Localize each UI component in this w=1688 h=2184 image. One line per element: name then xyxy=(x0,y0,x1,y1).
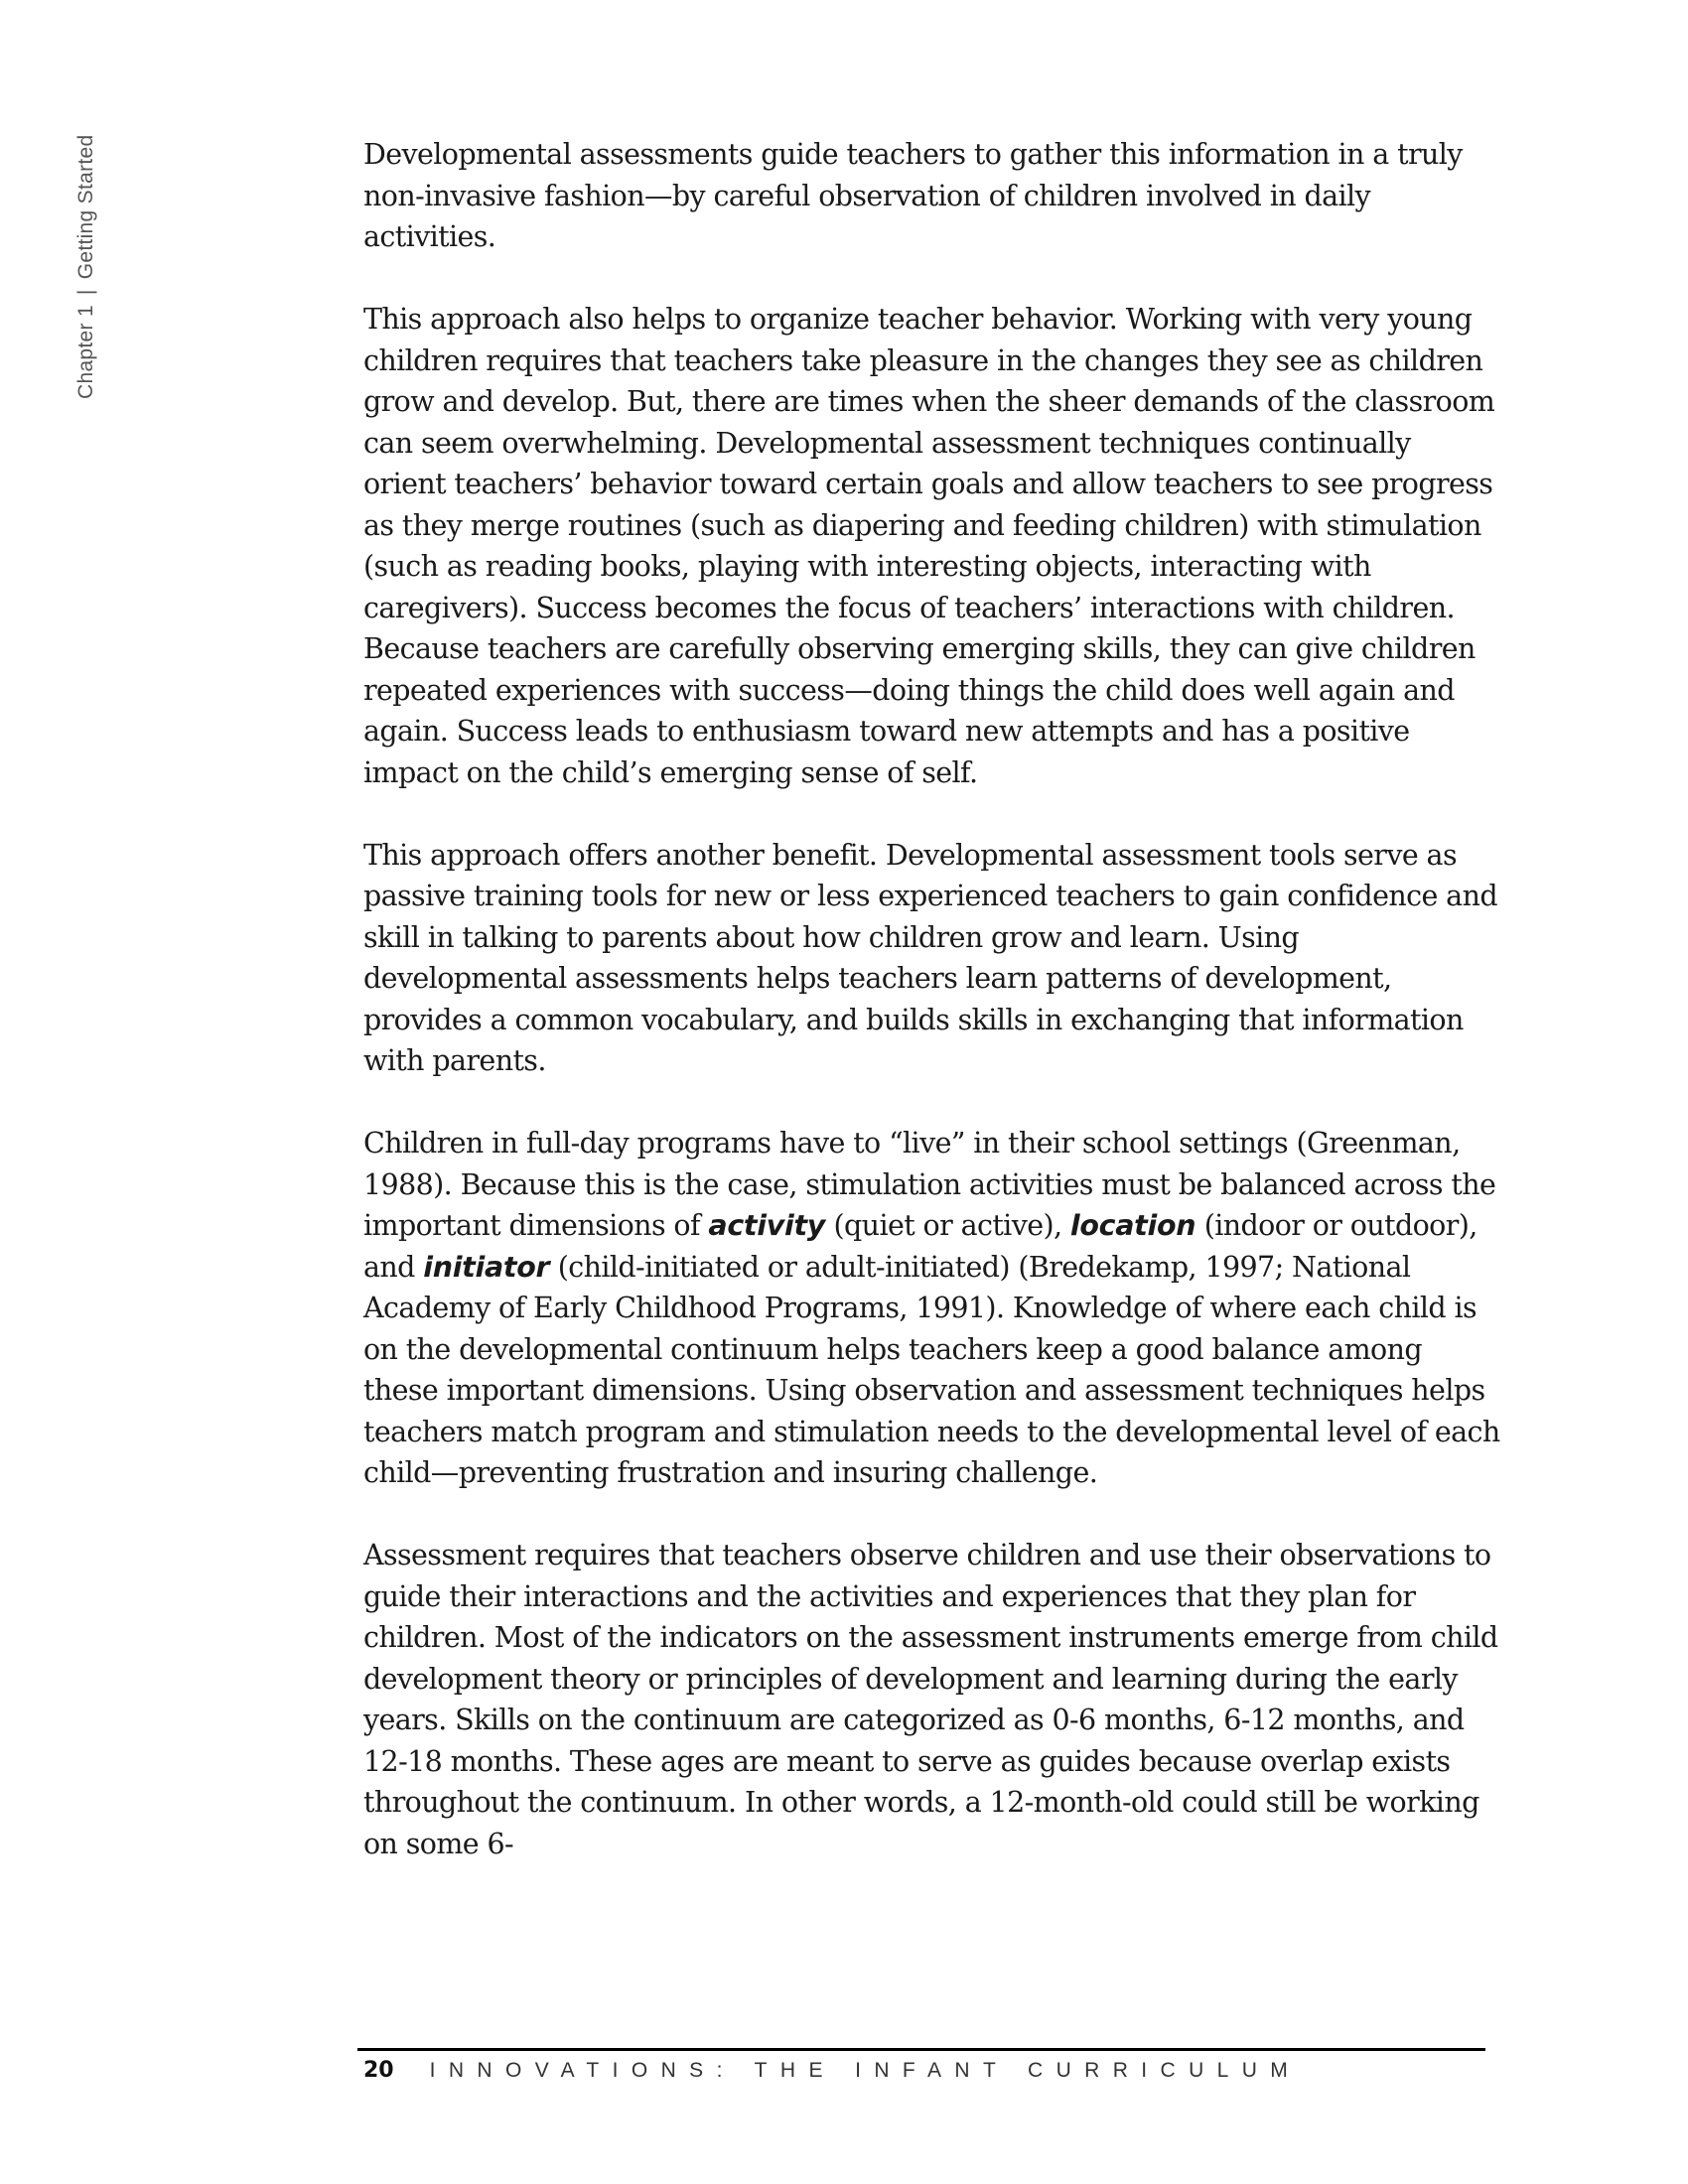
body-text xyxy=(363,134,1500,1864)
paragraph-4-intro: Children in full-day programs have to “live” in their school settings (Greenman, 1988). Because this is the case, stimulation activities must be balanced across the important dimensions of xyxy=(363,1127,1496,1242)
paragraph-4-mid-1: (quiet or active), xyxy=(825,1209,1070,1242)
chapter-side-tab-text xyxy=(72,135,100,399)
paragraph-2: This approach also helps to organize teacher behavior. Working with very young children requires that teachers take pleasure in the changes they see as children grow and develop. But, there are times when the sheer demands of the classroom can seem overwhelming. Developmental assessment techniques continually orient teachers’ behavior toward certain goals and allow teachers to see progress as they merge routines (such as diapering and feeding children) with stimulation (such as reading books, playing with interesting objects, interacting with caregivers). Success becomes the focus of teachers’ interactions with children. Because teachers are carefully observing emerging skills, they can give children repeated experiences with success—doing things the child does well again and again. Success leads to enthusiasm toward new attempts and has a positive impact on the child’s emerging sense of self. xyxy=(363,303,1495,789)
section-label: Getting Started xyxy=(74,134,97,280)
chapter-side-tab xyxy=(72,129,100,399)
footer-rule xyxy=(357,2048,1485,2051)
paragraph-4 xyxy=(363,1123,1500,1494)
page-number: 20 xyxy=(363,2058,394,2083)
running-title: INNOVATIONS: THE INFANT CURRICULUM xyxy=(429,2059,1302,2082)
term-initiator: initiator xyxy=(423,1250,550,1284)
paragraph-3: This approach offers another benefit. Developmental assessment tools serve as passive training tools for new or less experienced teachers to gain confidence and skill in talking to parents about how children grow and learn. Using developmental assessments helps teachers learn patterns of development, provides a common vocabulary, and builds skills in exchanging that information with parents. xyxy=(363,838,1497,1077)
term-activity: activity xyxy=(708,1209,826,1242)
paragraph-4-mid-2: (indoor or outdoor), and xyxy=(363,1209,1477,1284)
chapter-label: Chapter 1 xyxy=(74,305,97,399)
term-location: location xyxy=(1069,1209,1196,1242)
page-footer xyxy=(363,2055,1301,2087)
paragraph-1: Developmental assessments guide teachers to gather this information in a truly non-invasive fashion—by careful observation of children involved in daily activities. xyxy=(363,138,1463,253)
side-tab-separator: | xyxy=(74,289,97,296)
paragraph-5: Assessment requires that teachers observe children and use their observations to guide their interactions and the activities and experiences that they plan for children. Most of the indicators on the assessment instruments emerge from child development theory or principles of development and learning during the early years. Skills on the continuum are categorized as 0-6 months, 6-12 months, and 12-18 months. These ages are meant to serve as guides because overlap exists throughout the continuum. In other words, a 12-month-old could still be working on some 6- xyxy=(363,1539,1498,1860)
paragraph-4-rest: (child-initiated or adult-initiated) (Bredekamp, 1997; National Academy of Early Childhood Programs, 1991). Knowledge of where each child is on the developmental continuum helps teachers keep a good balance among these important dimensions. Using observation and assessment techniques helps teachers match program and stimulation needs to the developmental level of each child—preventing frustration and insuring challenge. xyxy=(363,1250,1500,1489)
